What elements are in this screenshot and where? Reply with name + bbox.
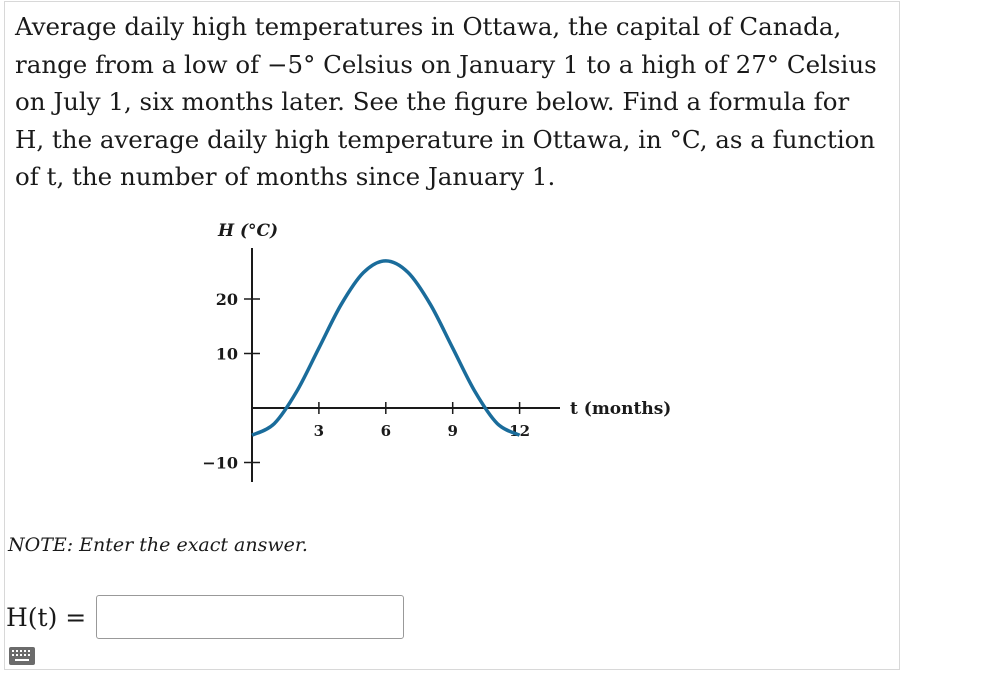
problem-line-4: H, the average daily high temperature in Ottawa, in °C, as a function: [15, 124, 876, 154]
x-tick-label: 9: [447, 422, 458, 440]
y-tick-label: 20: [215, 290, 238, 309]
y-axis-label: H (°C): [218, 221, 279, 241]
y-tick-label: −10: [202, 453, 238, 473]
x-tick-label: 3: [313, 422, 325, 440]
keyboard-icon: [8, 646, 36, 666]
problem-text: [15, 8, 895, 196]
y-tick-label: 10: [215, 344, 238, 364]
x-tick-label: 12: [509, 422, 531, 440]
x-tick-label: 6: [380, 422, 392, 440]
answer-label: H(t) =: [6, 602, 87, 632]
problem-line-1: Average daily high temperatures in Ottawa, the capital of Canada,: [15, 12, 842, 41]
temperature-chart: [180, 210, 700, 490]
answer-input[interactable]: [96, 595, 404, 639]
note-text: NOTE: Enter the exact answer.: [8, 534, 308, 556]
answer-row: [6, 595, 404, 639]
problem-line-2: range from a low of −5° Celsius on January 1 to a high of 27° Celsius: [15, 49, 877, 79]
keyboard-button[interactable]: [7, 646, 37, 666]
x-axis-label: t (months): [570, 399, 672, 419]
problem-line-5: of t, the number of months since January 1.: [15, 162, 556, 191]
problem-line-3: on July 1, six months later. See the figure below. Find a formula for: [15, 87, 850, 116]
